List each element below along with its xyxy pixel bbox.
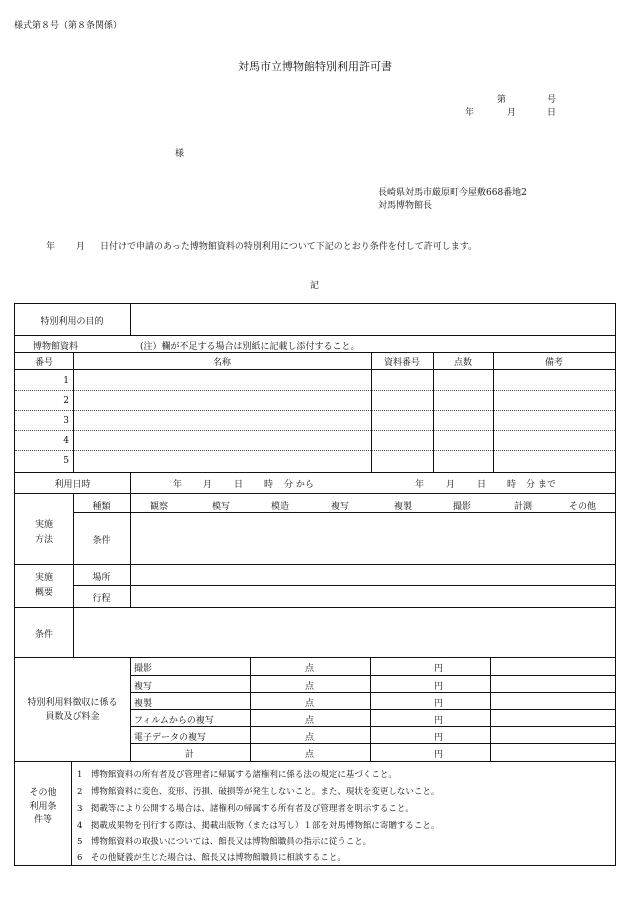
method-label: 実施方法 bbox=[34, 520, 53, 545]
method-condition-label: 条件 bbox=[92, 536, 111, 546]
kind-observation[interactable]: 観察 bbox=[150, 502, 169, 512]
col-ref-header: 資料番号 bbox=[383, 358, 420, 368]
purpose-field[interactable] bbox=[131, 304, 615, 335]
place-label: 場所 bbox=[92, 573, 111, 583]
condition-item: 6 その他疑義が生じた場合は、館長又は博物館職員に相談すること。 bbox=[77, 853, 346, 863]
fee-item: 電子データの複写 bbox=[134, 733, 207, 743]
fee-yen-unit: 円 bbox=[434, 716, 444, 726]
kind-photography[interactable]: 撮影 bbox=[453, 502, 472, 512]
material-row-number: 1 bbox=[63, 376, 69, 386]
fee-yen-unit: 円 bbox=[434, 733, 444, 743]
fee-total-label: 計 bbox=[185, 750, 195, 760]
conditions-field[interactable] bbox=[74, 608, 615, 657]
kind-label: 種類 bbox=[92, 502, 111, 512]
condition-item: 1 博物館資料の所有者及び管理者に帰属する諸権利に係る法の規定に基づくこと。 bbox=[77, 770, 397, 780]
material-row-number: 3 bbox=[63, 416, 69, 426]
from-hour: 時 bbox=[264, 480, 274, 490]
fee-count-unit: 点 bbox=[305, 664, 315, 674]
overview-label: 実施概要 bbox=[34, 573, 53, 598]
issue-year: 年 bbox=[465, 108, 475, 118]
fee-item: フィルムからの複写 bbox=[134, 716, 214, 726]
schedule-label: 行程 bbox=[92, 594, 111, 604]
kind-reproduction[interactable]: 複製 bbox=[394, 502, 413, 512]
fee-count-unit: 点 bbox=[305, 733, 315, 743]
document-title: 対馬市立博物館特別利用許可書 bbox=[238, 60, 392, 73]
from-year: 年 bbox=[173, 480, 183, 490]
number-go: 号 bbox=[547, 95, 557, 105]
material-row-number: 5 bbox=[63, 456, 69, 466]
kind-measurement[interactable]: 計測 bbox=[514, 502, 533, 512]
fees-label: 特別利用料徴収に係る員数及び料金 bbox=[27, 698, 118, 722]
to-month: 月 bbox=[446, 480, 456, 490]
from-minute: 分 から bbox=[284, 480, 314, 490]
to-day: 日 bbox=[477, 480, 487, 490]
fee-item: 撮影 bbox=[134, 664, 153, 674]
number-dai: 第 bbox=[497, 95, 507, 105]
to-minute: 分 まで bbox=[526, 480, 556, 490]
form-number: 様式第８号（第８条関係） bbox=[14, 21, 123, 31]
others-label: その他利用条件等 bbox=[29, 788, 57, 825]
issue-day: 日 bbox=[547, 108, 557, 118]
purpose-label: 特別利用の目的 bbox=[40, 317, 104, 327]
intro-text: 日付けで申請のあった博物館資料の特別利用について下記のとおり条件を付して許可します。 bbox=[100, 242, 478, 252]
ki-heading: 記 bbox=[310, 281, 320, 291]
kind-tracing[interactable]: 模写 bbox=[212, 502, 231, 512]
fee-count-unit: 点 bbox=[305, 716, 315, 726]
col-count-header: 点数 bbox=[453, 358, 472, 368]
condition-item: 2 博物館資料に変色、変形、汚損、破損等が発生しないこと。また、現状を変更しないこと。 bbox=[77, 787, 440, 797]
conditions-label: 条件 bbox=[34, 630, 53, 640]
material-row-number: 4 bbox=[63, 436, 69, 446]
condition-item: 4 掲載成果物を刊行する際は、掲載出版物（または写し）１部を対馬博物館に寄贈すること。 bbox=[77, 821, 440, 831]
from-month: 月 bbox=[203, 480, 213, 490]
kind-replica[interactable]: 模造 bbox=[271, 502, 290, 512]
to-hour: 時 bbox=[507, 480, 517, 490]
kind-other[interactable]: その他 bbox=[569, 502, 597, 512]
addressee-suffix: 様 bbox=[175, 149, 185, 159]
to-year: 年 bbox=[415, 480, 425, 490]
intro-year: 年 bbox=[46, 242, 56, 252]
fee-yen-unit: 円 bbox=[434, 699, 444, 709]
kind-copy[interactable]: 複写 bbox=[331, 502, 350, 512]
fee-yen-unit: 円 bbox=[434, 682, 444, 692]
fee-item: 複写 bbox=[134, 682, 153, 692]
issuer-name: 対馬博物館長 bbox=[378, 201, 433, 211]
fee-item: 複製 bbox=[134, 699, 153, 709]
datetime-label: 利用日時 bbox=[54, 480, 91, 490]
condition-item: 3 掲載等により公開する場合は、諸権利の帰属する所有者及び管理者を明示すること。 bbox=[77, 804, 414, 814]
col-remarks-header: 備考 bbox=[544, 358, 563, 368]
fee-yen-unit: 円 bbox=[434, 750, 444, 760]
from-day: 日 bbox=[234, 480, 244, 490]
col-name-header: 名称 bbox=[212, 358, 231, 368]
col-no-header: 番号 bbox=[34, 358, 53, 368]
issuer-address: 長崎県対馬市厳原町今屋敷668番地2 bbox=[378, 188, 527, 198]
fee-yen-unit: 円 bbox=[434, 664, 444, 674]
fee-count-unit: 点 bbox=[305, 750, 315, 760]
materials-note: (注）欄が不足する場合は別紙に記載し添付すること。 bbox=[140, 342, 360, 352]
intro-month: 月 bbox=[76, 242, 86, 252]
issue-month: 月 bbox=[507, 108, 517, 118]
materials-label: 博物館資料 bbox=[33, 342, 79, 352]
fee-count-unit: 点 bbox=[305, 699, 315, 709]
fee-count-unit: 点 bbox=[305, 682, 315, 692]
material-row-number: 2 bbox=[63, 396, 69, 406]
method-condition-field[interactable] bbox=[131, 513, 615, 564]
condition-item: 5 博物館資料の取扱いについては、館長又は博物館職員の指示に従うこと。 bbox=[77, 837, 372, 847]
